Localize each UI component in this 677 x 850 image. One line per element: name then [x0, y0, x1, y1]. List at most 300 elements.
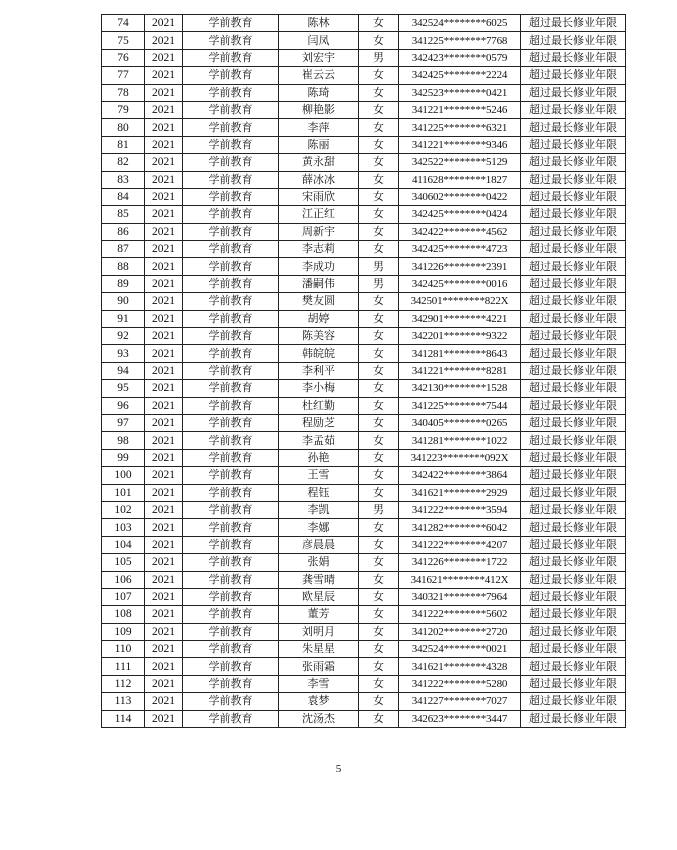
major-cell: 学前教育 [183, 501, 279, 518]
table-row [102, 49, 626, 66]
major-cell: 学前教育 [183, 536, 279, 553]
major-cell: 学前教育 [183, 606, 279, 623]
gender-cell: 女 [359, 519, 399, 536]
id-number-cell: 342423********0579 [399, 49, 521, 66]
table-row [102, 136, 626, 153]
student-name-cell: 薛冰冰 [279, 171, 359, 188]
table-row [102, 293, 626, 310]
row-number-cell: 97 [102, 414, 145, 431]
row-number-cell: 109 [102, 623, 145, 640]
student-name-cell: 李小梅 [279, 380, 359, 397]
id-number-cell: 341281********1022 [399, 432, 521, 449]
row-number-cell: 95 [102, 380, 145, 397]
id-number-cell: 341202********2720 [399, 623, 521, 640]
id-number-cell: 341621********4328 [399, 658, 521, 675]
table-row [102, 484, 626, 501]
row-number-cell: 81 [102, 136, 145, 153]
id-number-cell: 342524********0021 [399, 641, 521, 658]
year-cell: 2021 [145, 414, 183, 431]
row-number-cell: 99 [102, 449, 145, 466]
year-cell: 2021 [145, 432, 183, 449]
table-row [102, 15, 626, 32]
major-cell: 学前教育 [183, 154, 279, 171]
reason-cell: 超过最长修业年限 [521, 119, 626, 136]
reason-cell: 超过最长修业年限 [521, 241, 626, 258]
major-cell: 学前教育 [183, 49, 279, 66]
gender-cell: 女 [359, 675, 399, 692]
id-number-cell: 341221********9346 [399, 136, 521, 153]
student-name-cell: 李萍 [279, 119, 359, 136]
gender-cell: 女 [359, 345, 399, 362]
year-cell: 2021 [145, 693, 183, 710]
row-number-cell: 85 [102, 206, 145, 223]
gender-cell: 女 [359, 484, 399, 501]
year-cell: 2021 [145, 554, 183, 571]
gender-cell: 女 [359, 188, 399, 205]
id-number-cell: 341222********5602 [399, 606, 521, 623]
gender-cell: 女 [359, 119, 399, 136]
row-number-cell: 78 [102, 84, 145, 101]
row-number-cell: 98 [102, 432, 145, 449]
student-name-cell: 刘明月 [279, 623, 359, 640]
gender-cell: 女 [359, 15, 399, 32]
student-name-cell: 龚雪晴 [279, 571, 359, 588]
student-name-cell: 张雨霜 [279, 658, 359, 675]
table-row [102, 67, 626, 84]
reason-cell: 超过最长修业年限 [521, 467, 626, 484]
major-cell: 学前教育 [183, 414, 279, 431]
id-number-cell: 341281********8643 [399, 345, 521, 362]
gender-cell: 女 [359, 171, 399, 188]
year-cell: 2021 [145, 154, 183, 171]
student-name-cell: 陈林 [279, 15, 359, 32]
id-number-cell: 341222********3594 [399, 501, 521, 518]
reason-cell: 超过最长修业年限 [521, 101, 626, 118]
reason-cell: 超过最长修业年限 [521, 223, 626, 240]
id-number-cell: 411628********1827 [399, 171, 521, 188]
major-cell: 学前教育 [183, 467, 279, 484]
gender-cell: 女 [359, 241, 399, 258]
row-number-cell: 87 [102, 241, 145, 258]
gender-cell: 女 [359, 206, 399, 223]
table-row [102, 171, 626, 188]
gender-cell: 女 [359, 67, 399, 84]
major-cell: 学前教育 [183, 658, 279, 675]
gender-cell: 女 [359, 606, 399, 623]
student-name-cell: 李雪 [279, 675, 359, 692]
row-number-cell: 91 [102, 310, 145, 327]
gender-cell: 女 [359, 467, 399, 484]
gender-cell: 女 [359, 710, 399, 727]
row-number-cell: 74 [102, 15, 145, 32]
reason-cell: 超过最长修业年限 [521, 571, 626, 588]
row-number-cell: 86 [102, 223, 145, 240]
year-cell: 2021 [145, 275, 183, 292]
id-number-cell: 342422********4562 [399, 223, 521, 240]
year-cell: 2021 [145, 397, 183, 414]
major-cell: 学前教育 [183, 588, 279, 605]
table-row [102, 675, 626, 692]
id-number-cell: 342501********822X [399, 293, 521, 310]
table-row [102, 606, 626, 623]
table-row [102, 362, 626, 379]
gender-cell: 女 [359, 84, 399, 101]
gender-cell: 女 [359, 432, 399, 449]
student-name-cell: 张娟 [279, 554, 359, 571]
table-row [102, 467, 626, 484]
table-row [102, 188, 626, 205]
table-row [102, 588, 626, 605]
id-number-cell: 341225********7544 [399, 397, 521, 414]
id-number-cell: 341222********4207 [399, 536, 521, 553]
table-row [102, 345, 626, 362]
year-cell: 2021 [145, 449, 183, 466]
student-name-cell: 潘嗣伟 [279, 275, 359, 292]
id-number-cell: 342425********0016 [399, 275, 521, 292]
row-number-cell: 83 [102, 171, 145, 188]
id-number-cell: 342425********4723 [399, 241, 521, 258]
year-cell: 2021 [145, 484, 183, 501]
table-row [102, 710, 626, 727]
reason-cell: 超过最长修业年限 [521, 171, 626, 188]
gender-cell: 女 [359, 154, 399, 171]
reason-cell: 超过最长修业年限 [521, 310, 626, 327]
major-cell: 学前教育 [183, 15, 279, 32]
student-name-cell: 陈丽 [279, 136, 359, 153]
reason-cell: 超过最长修业年限 [521, 693, 626, 710]
student-name-cell: 朱星星 [279, 641, 359, 658]
id-number-cell: 341226********1722 [399, 554, 521, 571]
student-name-cell: 董芳 [279, 606, 359, 623]
row-number-cell: 107 [102, 588, 145, 605]
table-row [102, 571, 626, 588]
major-cell: 学前教育 [183, 258, 279, 275]
row-number-cell: 106 [102, 571, 145, 588]
student-name-cell: 李利平 [279, 362, 359, 379]
major-cell: 学前教育 [183, 571, 279, 588]
major-cell: 学前教育 [183, 554, 279, 571]
reason-cell: 超过最长修业年限 [521, 519, 626, 536]
year-cell: 2021 [145, 119, 183, 136]
table-row [102, 658, 626, 675]
row-number-cell: 105 [102, 554, 145, 571]
roster-body [102, 15, 626, 728]
id-number-cell: 342425********2224 [399, 67, 521, 84]
reason-cell: 超过最长修业年限 [521, 606, 626, 623]
row-number-cell: 100 [102, 467, 145, 484]
reason-cell: 超过最长修业年限 [521, 623, 626, 640]
major-cell: 学前教育 [183, 380, 279, 397]
student-name-cell: 李凯 [279, 501, 359, 518]
reason-cell: 超过最长修业年限 [521, 641, 626, 658]
gender-cell: 女 [359, 588, 399, 605]
year-cell: 2021 [145, 710, 183, 727]
gender-cell: 女 [359, 101, 399, 118]
major-cell: 学前教育 [183, 119, 279, 136]
reason-cell: 超过最长修业年限 [521, 501, 626, 518]
student-name-cell: 黄永甜 [279, 154, 359, 171]
major-cell: 学前教育 [183, 675, 279, 692]
table-row [102, 519, 626, 536]
reason-cell: 超过最长修业年限 [521, 275, 626, 292]
table-row [102, 449, 626, 466]
gender-cell: 女 [359, 380, 399, 397]
year-cell: 2021 [145, 536, 183, 553]
table-row [102, 501, 626, 518]
row-number-cell: 89 [102, 275, 145, 292]
reason-cell: 超过最长修业年限 [521, 449, 626, 466]
student-name-cell: 陈美容 [279, 328, 359, 345]
year-cell: 2021 [145, 84, 183, 101]
student-name-cell: 欧星辰 [279, 588, 359, 605]
table-row [102, 397, 626, 414]
id-number-cell: 342524********6025 [399, 15, 521, 32]
row-number-cell: 90 [102, 293, 145, 310]
id-number-cell: 342901********4221 [399, 310, 521, 327]
student-name-cell: 程励芝 [279, 414, 359, 431]
row-number-cell: 93 [102, 345, 145, 362]
student-name-cell: 柳艳影 [279, 101, 359, 118]
major-cell: 学前教育 [183, 241, 279, 258]
table-row [102, 223, 626, 240]
table-row [102, 258, 626, 275]
year-cell: 2021 [145, 623, 183, 640]
major-cell: 学前教育 [183, 449, 279, 466]
reason-cell: 超过最长修业年限 [521, 293, 626, 310]
year-cell: 2021 [145, 380, 183, 397]
reason-cell: 超过最长修业年限 [521, 484, 626, 501]
reason-cell: 超过最长修业年限 [521, 15, 626, 32]
year-cell: 2021 [145, 571, 183, 588]
table-row [102, 101, 626, 118]
table-row [102, 275, 626, 292]
student-name-cell: 王雪 [279, 467, 359, 484]
row-number-cell: 79 [102, 101, 145, 118]
year-cell: 2021 [145, 310, 183, 327]
year-cell: 2021 [145, 675, 183, 692]
major-cell: 学前教育 [183, 693, 279, 710]
row-number-cell: 76 [102, 49, 145, 66]
student-name-cell: 袁梦 [279, 693, 359, 710]
page-number: 5 [335, 763, 342, 775]
row-number-cell: 80 [102, 119, 145, 136]
year-cell: 2021 [145, 49, 183, 66]
major-cell: 学前教育 [183, 293, 279, 310]
major-cell: 学前教育 [183, 223, 279, 240]
year-cell: 2021 [145, 467, 183, 484]
gender-cell: 女 [359, 554, 399, 571]
reason-cell: 超过最长修业年限 [521, 84, 626, 101]
id-number-cell: 341221********8281 [399, 362, 521, 379]
major-cell: 学前教育 [183, 101, 279, 118]
reason-cell: 超过最长修业年限 [521, 658, 626, 675]
table-row [102, 84, 626, 101]
row-number-cell: 101 [102, 484, 145, 501]
id-number-cell: 342623********3447 [399, 710, 521, 727]
row-number-cell: 103 [102, 519, 145, 536]
gender-cell: 女 [359, 362, 399, 379]
reason-cell: 超过最长修业年限 [521, 136, 626, 153]
reason-cell: 超过最长修业年限 [521, 414, 626, 431]
student-name-cell: 孙艳 [279, 449, 359, 466]
reason-cell: 超过最长修业年限 [521, 710, 626, 727]
row-number-cell: 84 [102, 188, 145, 205]
major-cell: 学前教育 [183, 641, 279, 658]
year-cell: 2021 [145, 241, 183, 258]
row-number-cell: 113 [102, 693, 145, 710]
major-cell: 学前教育 [183, 136, 279, 153]
student-name-cell: 李孟茹 [279, 432, 359, 449]
gender-cell: 女 [359, 32, 399, 49]
id-number-cell: 340405********0265 [399, 414, 521, 431]
gender-cell: 男 [359, 501, 399, 518]
year-cell: 2021 [145, 171, 183, 188]
row-number-cell: 110 [102, 641, 145, 658]
year-cell: 2021 [145, 206, 183, 223]
year-cell: 2021 [145, 345, 183, 362]
id-number-cell: 341222********5280 [399, 675, 521, 692]
major-cell: 学前教育 [183, 362, 279, 379]
gender-cell: 女 [359, 449, 399, 466]
row-number-cell: 94 [102, 362, 145, 379]
table-row [102, 241, 626, 258]
gender-cell: 女 [359, 397, 399, 414]
major-cell: 学前教育 [183, 67, 279, 84]
row-number-cell: 102 [102, 501, 145, 518]
row-number-cell: 75 [102, 32, 145, 49]
major-cell: 学前教育 [183, 171, 279, 188]
year-cell: 2021 [145, 328, 183, 345]
table-row [102, 32, 626, 49]
table-row [102, 693, 626, 710]
gender-cell: 男 [359, 275, 399, 292]
major-cell: 学前教育 [183, 623, 279, 640]
table-row [102, 154, 626, 171]
student-name-cell: 崔云云 [279, 67, 359, 84]
major-cell: 学前教育 [183, 310, 279, 327]
student-name-cell: 刘宏宇 [279, 49, 359, 66]
id-number-cell: 341282********6042 [399, 519, 521, 536]
id-number-cell: 342422********3864 [399, 467, 521, 484]
year-cell: 2021 [145, 67, 183, 84]
student-name-cell: 樊友圆 [279, 293, 359, 310]
student-roster-table [101, 14, 626, 728]
id-number-cell: 342522********5129 [399, 154, 521, 171]
major-cell: 学前教育 [183, 84, 279, 101]
table-row [102, 310, 626, 327]
major-cell: 学前教育 [183, 432, 279, 449]
table-row [102, 554, 626, 571]
reason-cell: 超过最长修业年限 [521, 362, 626, 379]
year-cell: 2021 [145, 519, 183, 536]
table-row [102, 414, 626, 431]
student-name-cell: 沈汤杰 [279, 710, 359, 727]
student-name-cell: 江正红 [279, 206, 359, 223]
row-number-cell: 111 [102, 658, 145, 675]
gender-cell: 男 [359, 49, 399, 66]
reason-cell: 超过最长修业年限 [521, 32, 626, 49]
year-cell: 2021 [145, 362, 183, 379]
table-row [102, 380, 626, 397]
table-row [102, 206, 626, 223]
row-number-cell: 104 [102, 536, 145, 553]
reason-cell: 超过最长修业年限 [521, 554, 626, 571]
student-name-cell: 胡婷 [279, 310, 359, 327]
reason-cell: 超过最长修业年限 [521, 188, 626, 205]
row-number-cell: 77 [102, 67, 145, 84]
gender-cell: 女 [359, 136, 399, 153]
gender-cell: 女 [359, 658, 399, 675]
reason-cell: 超过最长修业年限 [521, 397, 626, 414]
id-number-cell: 341225********6321 [399, 119, 521, 136]
year-cell: 2021 [145, 606, 183, 623]
reason-cell: 超过最长修业年限 [521, 588, 626, 605]
major-cell: 学前教育 [183, 32, 279, 49]
major-cell: 学前教育 [183, 484, 279, 501]
student-name-cell: 闫凤 [279, 32, 359, 49]
reason-cell: 超过最长修业年限 [521, 536, 626, 553]
id-number-cell: 341221********5246 [399, 101, 521, 118]
reason-cell: 超过最长修业年限 [521, 206, 626, 223]
major-cell: 学前教育 [183, 519, 279, 536]
row-number-cell: 114 [102, 710, 145, 727]
table-row [102, 641, 626, 658]
row-number-cell: 88 [102, 258, 145, 275]
id-number-cell: 342425********0424 [399, 206, 521, 223]
year-cell: 2021 [145, 223, 183, 240]
table-row [102, 623, 626, 640]
major-cell: 学前教育 [183, 188, 279, 205]
row-number-cell: 108 [102, 606, 145, 623]
gender-cell: 女 [359, 414, 399, 431]
student-name-cell: 程钰 [279, 484, 359, 501]
student-name-cell: 周新宇 [279, 223, 359, 240]
year-cell: 2021 [145, 101, 183, 118]
major-cell: 学前教育 [183, 710, 279, 727]
year-cell: 2021 [145, 501, 183, 518]
student-name-cell: 彦晨晨 [279, 536, 359, 553]
student-name-cell: 韩皖皖 [279, 345, 359, 362]
reason-cell: 超过最长修业年限 [521, 67, 626, 84]
id-number-cell: 341621********412X [399, 571, 521, 588]
year-cell: 2021 [145, 188, 183, 205]
gender-cell: 女 [359, 571, 399, 588]
reason-cell: 超过最长修业年限 [521, 345, 626, 362]
gender-cell: 女 [359, 693, 399, 710]
major-cell: 学前教育 [183, 328, 279, 345]
gender-cell: 女 [359, 310, 399, 327]
major-cell: 学前教育 [183, 345, 279, 362]
year-cell: 2021 [145, 136, 183, 153]
student-name-cell: 李娜 [279, 519, 359, 536]
reason-cell: 超过最长修业年限 [521, 675, 626, 692]
reason-cell: 超过最长修业年限 [521, 49, 626, 66]
major-cell: 学前教育 [183, 397, 279, 414]
student-name-cell: 宋雨欣 [279, 188, 359, 205]
year-cell: 2021 [145, 15, 183, 32]
table-row [102, 119, 626, 136]
row-number-cell: 96 [102, 397, 145, 414]
gender-cell: 女 [359, 328, 399, 345]
reason-cell: 超过最长修业年限 [521, 432, 626, 449]
row-number-cell: 92 [102, 328, 145, 345]
student-name-cell: 李志莉 [279, 241, 359, 258]
reason-cell: 超过最长修业年限 [521, 328, 626, 345]
year-cell: 2021 [145, 293, 183, 310]
gender-cell: 男 [359, 258, 399, 275]
year-cell: 2021 [145, 588, 183, 605]
gender-cell: 女 [359, 293, 399, 310]
